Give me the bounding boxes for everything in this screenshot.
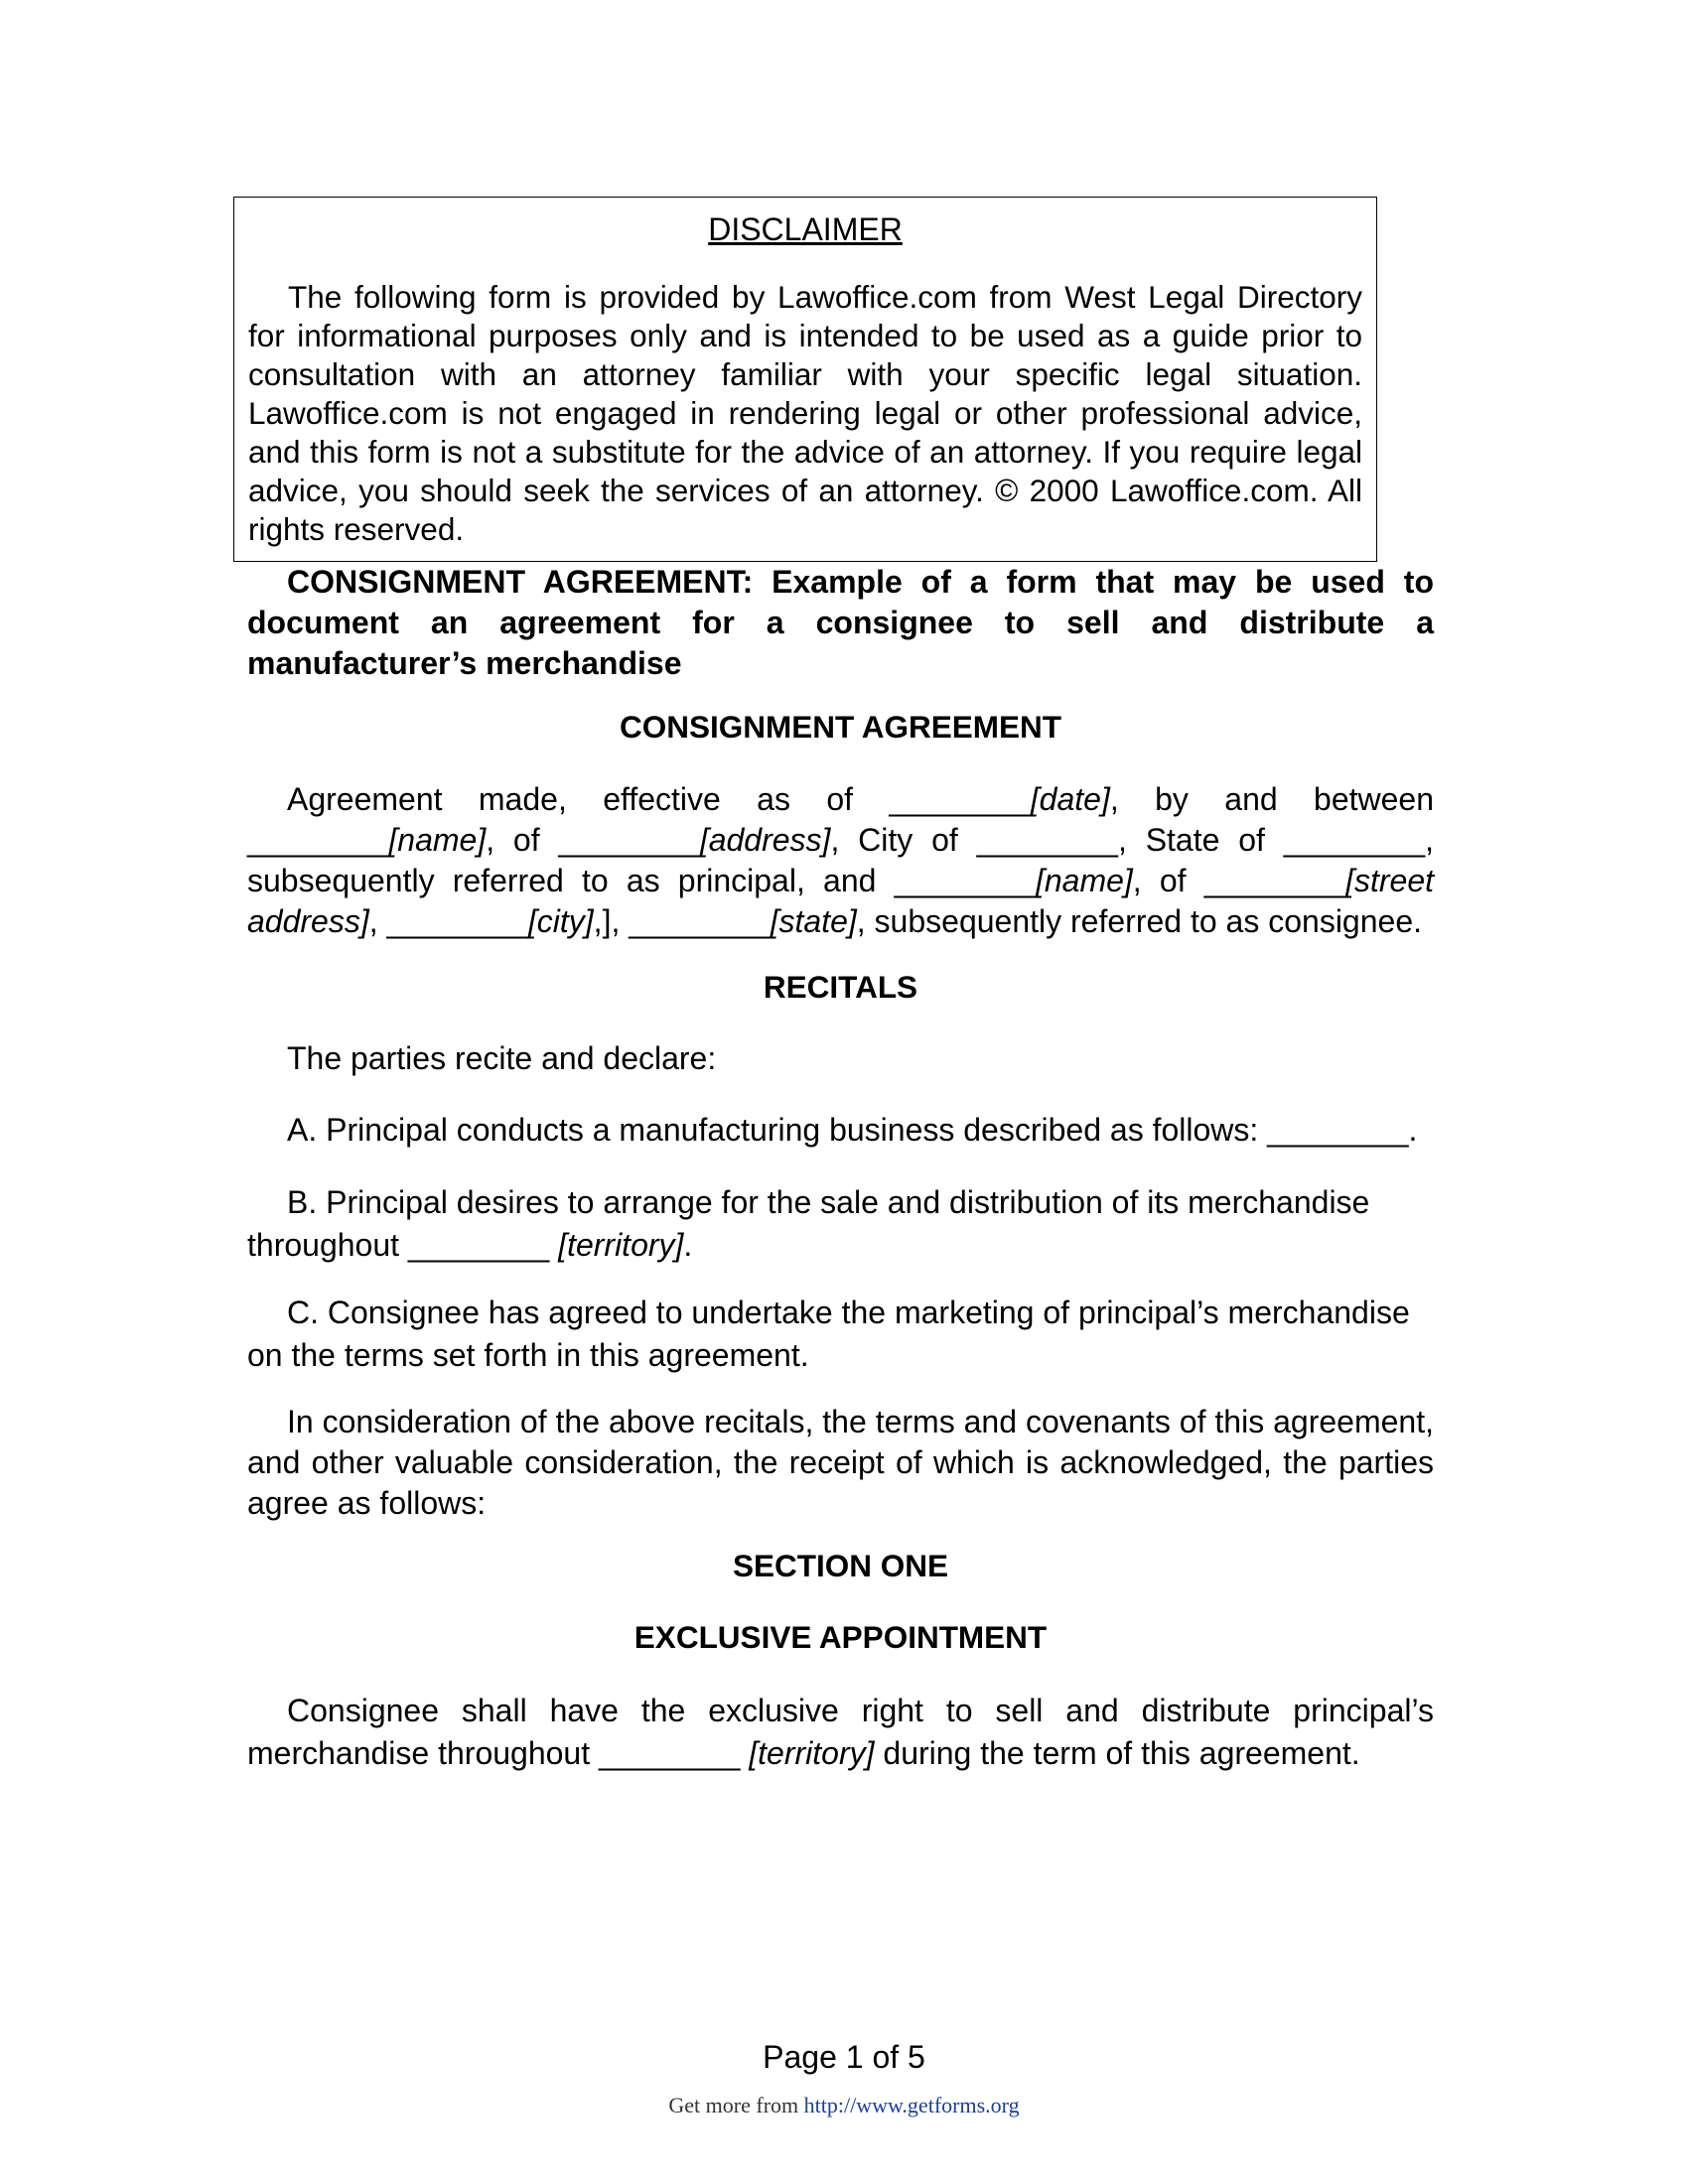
recital-b: B. Principal desires to arrange for the sale and distribution of its merchandise throughout ________ [territory]. (247, 1184, 1370, 1263)
city-placeholder: [city] (527, 903, 594, 939)
page-number: Page 1 of 5 (763, 2039, 925, 2075)
recitals-heading: RECITALS (763, 969, 918, 1005)
disclaimer-box (233, 197, 1377, 562)
consideration-paragraph: In consideration of the above recitals, the terms and covenants of this agreement, and other valuable consideration, the receipt of which is acknowledged, the parties agree as follows: (247, 1404, 1434, 1521)
agreement-title: CONSIGNMENT AGREEMENT (619, 709, 1062, 745)
section-one-text: Consignee shall have the exclusive right to sell and distribute principal’s merchandise throughout ________ [territory] during the term of this agreement. (247, 1693, 1434, 1771)
recital-a: A. Principal conducts a manufacturing business described as follows: ________. (287, 1112, 1418, 1148)
disclaimer-title: DISCLAIMER (708, 211, 903, 247)
section-one-title: EXCLUSIVE APPOINTMENT (633, 1619, 1048, 1655)
date-placeholder: [date] (1030, 781, 1110, 817)
principal-address-placeholder: [address] (699, 822, 831, 858)
street-address-placeholder: [street address] (247, 863, 1435, 939)
getforms-link[interactable]: http://www.getforms.org (803, 2093, 1020, 2117)
state-placeholder: [state] (770, 903, 857, 939)
consignee-name-placeholder: [name] (1035, 863, 1133, 898)
recital-c: C. Consignee has agreed to undertake the marketing of principal’s merchandise on the terms set forth in this agreement. (247, 1295, 1410, 1373)
section-one-heading: SECTION ONE (732, 1548, 949, 1583)
territory-placeholder: [territory] (558, 1227, 684, 1263)
principal-name-placeholder: [name] (388, 822, 487, 858)
territory-placeholder: [territory] (749, 1735, 875, 1771)
opening-paragraph: Agreement made, effective as of ________[date], by and between ________[name], of ________[address], City of ________, State of ________, subsequently referred to as principal, and ________[name], of ________[street address], ________[city],], ________[state], subsequently referred to as consignee. (247, 781, 1435, 939)
form-description: CONSIGNMENT AGREEMENT: Example of a form that may be used to document an agreement for a consignee to sell and distribute a manufacturer’s merchandise (247, 564, 1434, 681)
disclaimer-text: The following form is provided by Lawoffice.com from West Legal Directory for informational purposes only and is intended to be used as a guide prior to consultation with an attorney familiar with your specific legal situation. Lawoffice.com is not engaged in rendering legal or other professional advice, and this form is not a substitute for the advice of an attorney. If you require legal advice, you should seek the services of an attorney. © 2000 Lawoffice.com. All rights reserved. (248, 279, 1362, 547)
footer-source: Get more from http://www.getforms.org (668, 2093, 1020, 2117)
recitals-intro: The parties recite and declare: (287, 1040, 717, 1076)
